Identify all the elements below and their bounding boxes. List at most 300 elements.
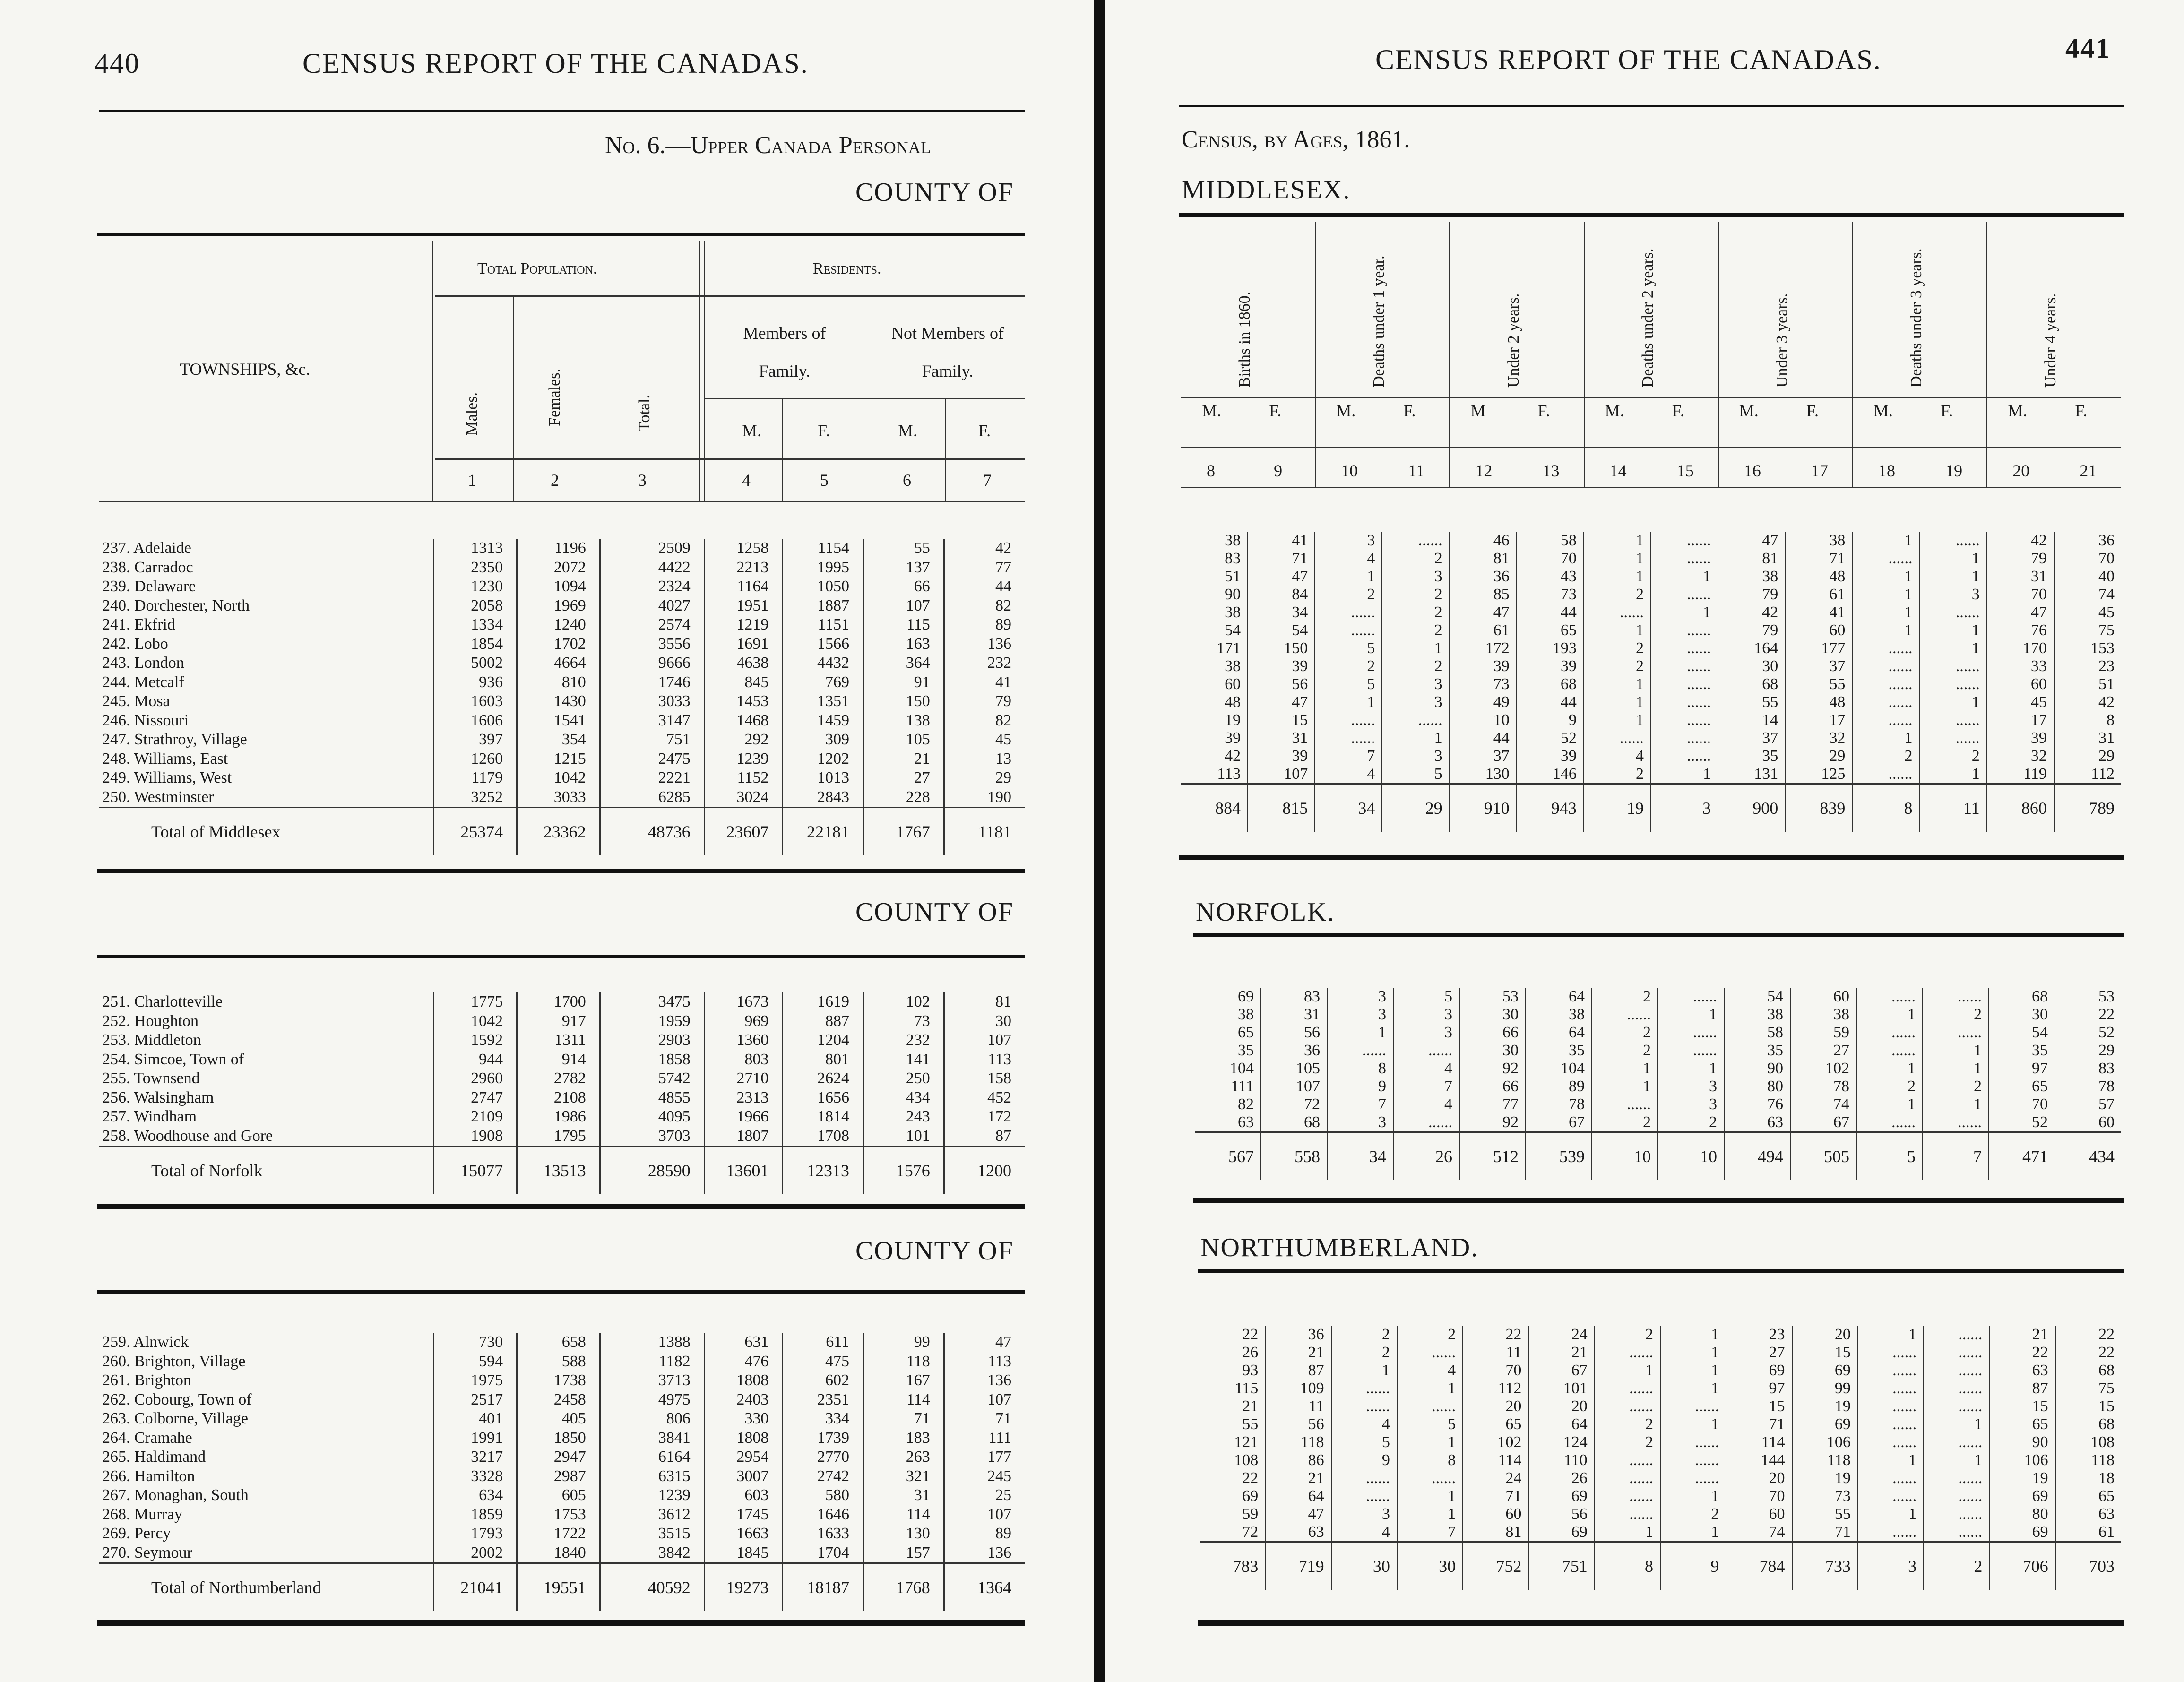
table-row xyxy=(1181,747,2121,765)
table-cell: 2 xyxy=(1923,1078,1989,1095)
township-name: Total of Northumberland xyxy=(99,1563,434,1612)
table-cell: ...... xyxy=(1658,1042,1724,1060)
table-cell: 1 xyxy=(1852,621,1919,639)
table-cell: 90 xyxy=(1724,1060,1790,1078)
table-cell: 74 xyxy=(1726,1523,1792,1542)
table-cell: 11 xyxy=(1463,1344,1528,1362)
table-cell: 65 xyxy=(1463,1415,1528,1433)
county-table-northumberland xyxy=(99,1333,1025,1611)
table-cell: 31 xyxy=(1248,729,1315,747)
table-cell: ...... xyxy=(1852,657,1919,675)
table-row xyxy=(1195,1060,2121,1078)
table-cell: 157 xyxy=(863,1544,944,1563)
table-cell: 2 xyxy=(1382,657,1449,675)
table-cell: 3475 xyxy=(600,992,704,1012)
county-heading: NORFOLK. xyxy=(1196,897,1335,927)
table-cell: 38 xyxy=(1785,532,1852,550)
table-cell: 2 xyxy=(1331,1344,1397,1362)
table-cell: 108 xyxy=(1234,1451,1259,1469)
column-number: 12 xyxy=(1475,461,1493,480)
table-cell: 20 xyxy=(1726,1469,1792,1487)
township-name: 238. Carradoc xyxy=(102,558,193,576)
table-cell: 3 xyxy=(1382,675,1449,693)
table-cell: 177 xyxy=(944,1448,1025,1467)
table-cell: 30 xyxy=(1718,657,1785,675)
table-cell: 113 xyxy=(1217,765,1241,783)
table-cell: 67 xyxy=(1528,1362,1594,1380)
table-row xyxy=(99,992,1025,1012)
table-cell: ...... xyxy=(1595,1487,1660,1505)
county-heading: COUNTY OF xyxy=(855,1236,1014,1266)
table-cell: 2 xyxy=(1315,586,1382,604)
table-cell: 90 xyxy=(1225,586,1241,603)
table-cell: 55 xyxy=(1718,693,1785,711)
table-cell: 30 xyxy=(1331,1542,1397,1590)
table-cell: 1179 xyxy=(434,768,517,788)
table-cell: 35 xyxy=(1238,1042,1254,1059)
column-number: 15 xyxy=(1676,461,1694,480)
table-cell: 1603 xyxy=(434,692,517,711)
table-cell: 1 xyxy=(1397,1487,1463,1505)
table-cell: 2574 xyxy=(600,615,704,635)
township-name: 264. Cramahe xyxy=(102,1429,192,1447)
table-cell: 1 xyxy=(1315,693,1382,711)
table-cell: ...... xyxy=(1924,1469,1989,1487)
table-cell: 97 xyxy=(1989,1060,2055,1078)
table-cell: 47 xyxy=(1450,604,1517,621)
age-table-middlesex xyxy=(1181,532,2121,832)
table-cell: 494 xyxy=(1724,1132,1790,1181)
table-cell: 68 xyxy=(1261,1113,1327,1132)
table-cell: 3 xyxy=(1315,532,1382,550)
page-number: 441 xyxy=(2065,33,2111,64)
table-cell: 63 xyxy=(1238,1113,1254,1131)
table-cell: 1951 xyxy=(704,596,783,616)
table-cell: 99 xyxy=(863,1333,944,1352)
table-cell: 4422 xyxy=(600,558,704,578)
table-cell: 1995 xyxy=(783,558,863,578)
table-cell: 769 xyxy=(783,673,863,692)
table-cell: 78 xyxy=(2055,1078,2121,1095)
table-cell: 1975 xyxy=(434,1371,517,1390)
table-cell: 49 xyxy=(1450,693,1517,711)
table-row xyxy=(99,1429,1025,1448)
table-cell: 1808 xyxy=(704,1371,783,1390)
table-cell: 1708 xyxy=(783,1127,863,1147)
table-cell: 78 xyxy=(1790,1078,1856,1095)
table-cell: 87 xyxy=(1989,1380,2055,1397)
table-cell: 106 xyxy=(1792,1433,1858,1451)
table-cell: 733 xyxy=(1792,1542,1858,1590)
table-cell: 1808 xyxy=(704,1429,783,1448)
section-rule xyxy=(97,1290,1025,1294)
table-cell: 3033 xyxy=(600,692,704,711)
table-row xyxy=(1181,693,2121,711)
table-cell: 2 xyxy=(1923,1006,1989,1024)
table-cell: 84 xyxy=(1248,586,1315,604)
table-cell: 884 xyxy=(1181,784,1248,832)
table-cell: 65 xyxy=(2055,1487,2121,1505)
table-cell: 4638 xyxy=(704,654,783,673)
table-cell: 1887 xyxy=(783,596,863,616)
table-cell: 48 xyxy=(1785,693,1852,711)
table-cell: 245 xyxy=(944,1467,1025,1486)
table-cell: 1 xyxy=(1592,1060,1658,1078)
column-number: 13 xyxy=(1542,461,1560,480)
table-cell: ...... xyxy=(1856,1024,1923,1042)
table-cell: 56 xyxy=(1248,675,1315,693)
table-row xyxy=(99,596,1025,616)
table-cell: 56 xyxy=(1528,1505,1594,1523)
table-cell: 2 xyxy=(1595,1433,1660,1451)
table-row xyxy=(1200,1451,2121,1469)
section-rule xyxy=(1179,855,2124,860)
table-cell: 2350 xyxy=(434,558,517,578)
table-cell: 69 xyxy=(1792,1362,1858,1380)
table-row xyxy=(99,788,1025,808)
table-cell: 47 xyxy=(1248,568,1315,586)
table-cell: 23 xyxy=(2054,657,2121,675)
total-header: Total. xyxy=(636,395,653,431)
table-cell: 7 xyxy=(1327,1095,1393,1113)
table-cell: 92 xyxy=(1459,1113,1526,1132)
table-cell: 405 xyxy=(517,1409,600,1429)
table-cell: 39 xyxy=(1517,657,1584,675)
table-cell: 801 xyxy=(783,1050,863,1070)
table-row xyxy=(99,1012,1025,1031)
table-cell: 1 xyxy=(1858,1451,1924,1469)
table-cell: 1 xyxy=(1920,639,1987,657)
table-cell: 35 xyxy=(1718,747,1785,765)
table-cell: 61 xyxy=(2055,1523,2121,1542)
table-cell: 69 xyxy=(1792,1415,1858,1433)
table-cell: 124 xyxy=(1528,1433,1594,1451)
table-cell: 2 xyxy=(1382,604,1449,621)
section-rule xyxy=(1193,933,2124,937)
table-cell: 1 xyxy=(1595,1362,1660,1380)
table-cell: 74 xyxy=(1790,1095,1856,1113)
table-cell: 101 xyxy=(863,1127,944,1147)
table-cell: ...... xyxy=(1924,1362,1989,1380)
township-name: Total of Middlesex xyxy=(99,808,434,856)
table-cell: 136 xyxy=(944,635,1025,654)
table-cell: 55 xyxy=(863,539,944,558)
table-row xyxy=(99,635,1025,654)
table-cell: 20 xyxy=(1528,1397,1594,1415)
table-cell: 26 xyxy=(1242,1344,1259,1361)
table-cell: 105 xyxy=(1261,1060,1327,1078)
table-cell: 65 xyxy=(1238,1024,1254,1041)
table-cell: 170 xyxy=(1987,639,2054,657)
table-row xyxy=(99,1486,1025,1505)
table-cell: 113 xyxy=(944,1352,1025,1371)
column-number: 10 xyxy=(1341,461,1358,480)
table-cell: 512 xyxy=(1459,1132,1526,1181)
township-name: 267. Monaghan, South xyxy=(102,1486,249,1504)
table-cell: 1260 xyxy=(434,750,517,769)
table-cell: 22 xyxy=(1242,1469,1259,1487)
table-cell: 434 xyxy=(863,1088,944,1108)
table-cell: 1908 xyxy=(434,1127,517,1147)
table-cell: 1 xyxy=(1584,693,1651,711)
table-cell: 1775 xyxy=(434,992,517,1012)
table-cell: 38 xyxy=(1238,1006,1254,1023)
table-cell: 1 xyxy=(1852,586,1919,604)
table-cell: 60 xyxy=(1726,1505,1792,1523)
table-cell: 136 xyxy=(944,1371,1025,1390)
table-cell: 33 xyxy=(1987,657,2054,675)
table-cell: 93 xyxy=(1242,1362,1259,1379)
table-cell: 1164 xyxy=(704,577,783,596)
table-cell: 3 xyxy=(1920,586,1987,604)
table-cell: 104 xyxy=(1230,1060,1254,1077)
column-number: 21 xyxy=(2080,461,2097,480)
table-row xyxy=(1195,1095,2121,1113)
table-cell: 81 xyxy=(1463,1523,1528,1542)
table-row xyxy=(1181,568,2121,586)
table-cell: 4027 xyxy=(600,596,704,616)
table-cell: 58 xyxy=(1724,1024,1790,1042)
table-cell: 292 xyxy=(704,730,783,750)
table-cell: 1459 xyxy=(783,711,863,731)
township-name: 254. Simcoe, Town of xyxy=(102,1050,244,1068)
section-rule xyxy=(97,1204,1025,1209)
table-cell: 19 xyxy=(1792,1469,1858,1487)
table-cell: 250 xyxy=(863,1069,944,1088)
age-table-northumberland xyxy=(1200,1326,2121,1590)
table-cell: 39 xyxy=(1517,747,1584,765)
table-cell: 789 xyxy=(2054,784,2121,832)
table-cell: ...... xyxy=(1397,1344,1463,1362)
table-cell: 82 xyxy=(944,711,1025,731)
table-cell: 150 xyxy=(1248,639,1315,657)
table-cell: 97 xyxy=(1726,1380,1792,1397)
table-cell: 1 xyxy=(1920,568,1987,586)
table-cell: 943 xyxy=(1517,784,1584,832)
table-cell: ...... xyxy=(1858,1433,1924,1451)
table-cell: 63 xyxy=(1724,1113,1790,1132)
table-cell: 2 xyxy=(1382,550,1449,568)
table-cell: ...... xyxy=(1331,1469,1397,1487)
table-cell: 330 xyxy=(704,1409,783,1429)
table-cell: 1969 xyxy=(517,596,600,616)
table-cell: 1 xyxy=(1852,568,1919,586)
table-cell: 73 xyxy=(1517,586,1584,604)
age-group-header: Births in 1860. xyxy=(1236,291,1254,388)
table-cell: 66 xyxy=(1459,1078,1526,1095)
table-cell: 14 xyxy=(1718,711,1785,729)
table-cell: 2 xyxy=(1382,586,1449,604)
table-row xyxy=(1181,765,2121,784)
table-cell: ...... xyxy=(1920,532,1987,550)
table-cell: ...... xyxy=(1924,1397,1989,1415)
table-cell: 334 xyxy=(783,1409,863,1429)
table-cell: 21 xyxy=(1265,1344,1331,1362)
table-top-rule xyxy=(97,233,1025,236)
table-cell: 8 xyxy=(1397,1451,1463,1469)
right-page xyxy=(1101,0,2184,1682)
table-cell: 58 xyxy=(1517,532,1584,550)
table-cell: 1152 xyxy=(704,768,783,788)
table-cell: 505 xyxy=(1790,1132,1856,1181)
table-cell: 81 xyxy=(1450,550,1517,568)
table-cell: 5 xyxy=(1331,1433,1397,1451)
table-cell: 35 xyxy=(1724,1042,1790,1060)
column-number: 14 xyxy=(1609,461,1627,480)
m-header: M. xyxy=(898,421,918,440)
table-cell: 1 xyxy=(1923,1042,1989,1060)
table-cell: 75 xyxy=(2054,621,2121,639)
table-cell: 60 xyxy=(1225,675,1241,693)
table-cell: 397 xyxy=(434,730,517,750)
bottom-rule xyxy=(1198,1620,2124,1626)
table-cell: 5 xyxy=(1382,765,1449,784)
township-name: 258. Woodhouse and Gore xyxy=(102,1127,273,1145)
table-row xyxy=(1181,604,2121,621)
table-cell: 45 xyxy=(2054,604,2121,621)
table-cell: 25374 xyxy=(434,808,517,856)
table-row xyxy=(99,615,1025,635)
table-cell: 719 xyxy=(1265,1542,1331,1590)
table-cell: 603 xyxy=(704,1486,783,1505)
table-cell: 163 xyxy=(863,635,944,654)
table-cell: 80 xyxy=(1989,1505,2055,1523)
table-cell: 61 xyxy=(1450,621,1517,639)
table-cell: 5 xyxy=(1856,1132,1923,1181)
table-cell: 1 xyxy=(1592,1078,1658,1095)
table-cell: ...... xyxy=(1852,675,1919,693)
table-cell: ...... xyxy=(1856,1113,1923,1132)
table-cell: 2351 xyxy=(783,1390,863,1410)
table-cell: 60 xyxy=(1785,621,1852,639)
column-number: 9 xyxy=(1274,461,1283,480)
table-cell: ...... xyxy=(1315,729,1382,747)
table-cell: 13513 xyxy=(517,1147,600,1195)
table-cell: ...... xyxy=(1920,604,1987,621)
table-cell: 80 xyxy=(1724,1078,1790,1095)
table-cell: 1 xyxy=(1856,1060,1923,1078)
table-cell: 24 xyxy=(1463,1469,1528,1487)
table-row xyxy=(99,1467,1025,1486)
column-number: 8 xyxy=(1207,461,1215,480)
townships-header: TOWNSHIPS, &c. xyxy=(180,360,311,379)
township-name: 245. Mosa xyxy=(102,692,170,710)
table-cell: 64 xyxy=(1528,1415,1594,1433)
table-cell: 1807 xyxy=(704,1127,783,1147)
total-row xyxy=(99,808,1025,856)
table-cell: 594 xyxy=(434,1352,517,1371)
table-cell: 70 xyxy=(1987,586,2054,604)
table-cell: 25 xyxy=(944,1486,1025,1505)
township-name: 237. Adelaide xyxy=(102,539,191,557)
table-cell: 113 xyxy=(944,1050,1025,1070)
table-cell: 21 xyxy=(863,750,944,769)
table-cell: ...... xyxy=(1595,1451,1660,1469)
table-cell: 2058 xyxy=(434,596,517,616)
township-name: 266. Hamilton xyxy=(102,1467,195,1485)
table-row xyxy=(1200,1505,2121,1523)
table-cell: 38 xyxy=(1790,1006,1856,1024)
table-cell: 1606 xyxy=(434,711,517,731)
table-cell: ...... xyxy=(1920,711,1987,729)
age-table-norfolk xyxy=(1195,988,2121,1180)
table-cell: 4 xyxy=(1584,747,1651,765)
table-cell: ...... xyxy=(1584,604,1651,621)
table-cell: 1566 xyxy=(783,635,863,654)
table-cell: ...... xyxy=(1584,729,1651,747)
table-cell: 19 xyxy=(1989,1469,2055,1487)
table-cell: 1966 xyxy=(704,1107,783,1127)
table-cell: 21041 xyxy=(434,1563,517,1612)
table-cell: 28590 xyxy=(600,1147,704,1195)
table-cell: ...... xyxy=(1920,657,1987,675)
table-cell: 177 xyxy=(1785,639,1852,657)
table-cell: 2843 xyxy=(783,788,863,808)
table-cell: 7 xyxy=(1393,1078,1459,1095)
table-cell: 30 xyxy=(1989,1006,2055,1024)
table-cell: 193 xyxy=(1517,639,1584,657)
table-cell: 2903 xyxy=(600,1031,704,1050)
table-cell: 52 xyxy=(1989,1113,2055,1132)
table-cell: 1230 xyxy=(434,577,517,596)
table-cell: 31 xyxy=(863,1486,944,1505)
table-cell: 3703 xyxy=(600,1127,704,1147)
table-cell: 5 xyxy=(1315,675,1382,693)
table-cell: 73 xyxy=(1450,675,1517,693)
table-cell: 1351 xyxy=(783,692,863,711)
section-rule xyxy=(97,955,1025,958)
table-cell: 172 xyxy=(944,1107,1025,1127)
table-cell: 18 xyxy=(2055,1469,2121,1487)
sex-header: F. xyxy=(1806,401,1819,420)
table-cell: 1200 xyxy=(944,1147,1025,1195)
table-cell: 39 xyxy=(1987,729,2054,747)
table-cell: 1240 xyxy=(517,615,600,635)
table-cell: 15 xyxy=(1989,1397,2055,1415)
table-cell: 8 xyxy=(2054,711,2121,729)
table-cell: ...... xyxy=(1923,1024,1989,1042)
table-cell: 3217 xyxy=(434,1448,517,1467)
table-cell: 22 xyxy=(1242,1326,1259,1343)
table-cell: 1311 xyxy=(517,1031,600,1050)
table-cell: 7 xyxy=(1315,747,1382,765)
table-cell: 32 xyxy=(1785,729,1852,747)
table-row xyxy=(1181,532,2121,550)
table-cell: 19273 xyxy=(704,1563,783,1612)
township-name: 270. Seymour xyxy=(102,1544,192,1561)
table-cell: 164 xyxy=(1718,639,1785,657)
table-cell: 75 xyxy=(2055,1380,2121,1397)
section-rule xyxy=(97,869,1025,873)
table-cell: 1 xyxy=(1584,532,1651,550)
table-cell: 41 xyxy=(1785,604,1852,621)
table-cell: 43 xyxy=(1517,568,1584,586)
table-cell: ...... xyxy=(1858,1415,1924,1433)
table-cell: 52 xyxy=(1517,729,1584,747)
table-cell: ...... xyxy=(1852,765,1919,784)
table-row xyxy=(1195,1113,2121,1132)
table-cell: 89 xyxy=(1526,1078,1592,1095)
township-name: 265. Haldimand xyxy=(102,1448,206,1466)
table-cell: 860 xyxy=(1987,784,2054,832)
table-cell: 70 xyxy=(1726,1487,1792,1505)
table-cell: 114 xyxy=(863,1505,944,1525)
table-cell: 190 xyxy=(944,788,1025,808)
age-group-header: Deaths under 2 years. xyxy=(1639,248,1657,388)
sex-header: M. xyxy=(1202,401,1222,420)
table-cell: 631 xyxy=(704,1333,783,1352)
table-cell: ...... xyxy=(1852,639,1919,657)
